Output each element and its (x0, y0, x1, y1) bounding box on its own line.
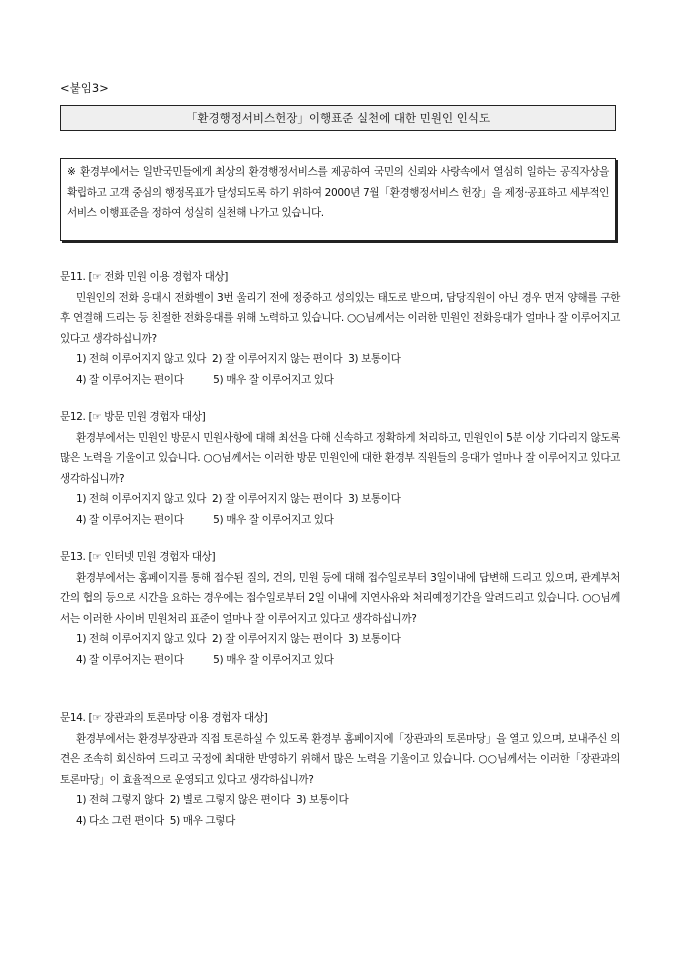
answer-options-line-1: 1) 전혀 이루어지지 않고 있다 2) 잘 이루어지지 않는 편이다 3) 보통이다 (76, 353, 401, 365)
question-target: [☞ 장관과의 토론마당 이용 경험자 대상] (88, 712, 268, 724)
question-target: [☞ 인터넷 민원 경험자 대상] (88, 551, 216, 563)
answer-options-line-1: 1) 전혀 그렇지 않다 2) 별로 그렇지 않은 편이다 3) 보통이다 (76, 794, 349, 806)
question-number: 문11. (60, 271, 86, 283)
question-header (60, 547, 620, 568)
notice-text: ※ 환경부에서는 일반국민들에게 최상의 환경행정서비스를 제공하여 국민의 신뢰와 사랑속에서 열심히 일하는 공직자상을 확립하고 고객 중심의 행정목표가 달성되도록 하기 위하여 2000년 7월「환경행정서비스 헌장」을 제정·공표하고 세부적인 서비스 이행표준을 정하여 성실히 실천해 나가고 있습니다. (67, 166, 609, 219)
question-header (60, 407, 620, 428)
question-body: 환경부에서는 민원인 방문시 민원사항에 대해 최선을 다해 신속하고 정확하게 처리하고, 민원인이 5분 이상 기다리지 않도록 많은 노력을 기울이고 있습니다. ○○님께서는 이러한 방문 민원인에 대한 환경부 직원들의 응대가 얼마나 잘 이루어지고 있다고 생각하십니까? (60, 431, 620, 485)
question-number: 문13. (60, 551, 86, 563)
answer-options-line-2: 4) 잘 이루어지는 편이다 5) 매우 잘 이루어지고 있다 (76, 373, 334, 386)
question-header (60, 267, 620, 288)
answer-options-line-1: 1) 전혀 이루어지지 않고 있다 2) 잘 이루어지지 않는 편이다 3) 보통이다 (76, 633, 401, 645)
question-14 (60, 708, 620, 831)
question-13 (60, 547, 620, 670)
answer-options-line-1: 1) 전혀 이루어지지 않고 있다 2) 잘 이루어지지 않는 편이다 3) 보통이다 (76, 493, 401, 505)
question-body: 환경부에서는 홈페이지를 통해 접수된 질의, 건의, 민원 등에 대해 접수일로부터 3일이내에 답변해 드리고 있으며, 관계부처간의 협의 등으로 시간을 요하는 경우에는 접수일로부터 2일 이내에 지연사유와 처리예정기간을 알려드리고 있습니다. ○○님께서는 이러한 사이버 민원처리 표준이 얼마나 잘 이루어지고 있다고 생각하십니까? (60, 571, 620, 625)
survey-title: 「환경행정서비스헌장」이행표준 실천에 대한 민원인 인식도 (185, 111, 491, 125)
notice-box (60, 158, 616, 241)
question-body: 환경부에서는 환경부장관과 직접 토론하실 수 있도록 환경부 홈페이지에「장관과의 토론마당」을 열고 있으며, 보내주신 의견은 조속히 회신하여 드리고 국정에 최대한 반영하기 위해서 많은 노력을 기울이고 있습니다. ○○님께서는 이러한「장관과의 토론마당」이 효율적으로 운영되고 있다고 생각하십니까? (60, 732, 620, 786)
question-target: [☞ 전화 민원 이용 경험자 대상] (88, 271, 229, 283)
answer-options-line-2: 4) 잘 이루어지는 편이다 5) 매우 잘 이루어지고 있다 (76, 513, 334, 526)
question-target: [☞ 방문 민원 경험자 대상] (88, 411, 206, 423)
question-body: 민원인의 전화 응대시 전화벨이 3번 울리기 전에 정중하고 성의있는 태도로 받으며, 담당직원이 아닌 경우 먼저 양해를 구한 후 연결해 드리는 등 친절한 전화응대를 위해 노력하고 있습니다. ○○님께서는 이러한 민원인 전화응대가 얼마나 잘 이루어지고 있다고 생각하십니까? (60, 291, 620, 345)
question-number: 문14. (60, 712, 86, 724)
question-number: 문12. (60, 411, 86, 423)
question-12 (60, 407, 620, 530)
answer-options-line-2: 4) 다소 그런 편이다 5) 매우 그렇다 (76, 814, 235, 827)
answer-options-line-2: 4) 잘 이루어지는 편이다 5) 매우 잘 이루어지고 있다 (76, 653, 334, 666)
attachment-label: <붙임3> (60, 81, 109, 95)
question-header (60, 708, 620, 729)
question-11 (60, 267, 620, 390)
survey-title-box (60, 105, 616, 131)
